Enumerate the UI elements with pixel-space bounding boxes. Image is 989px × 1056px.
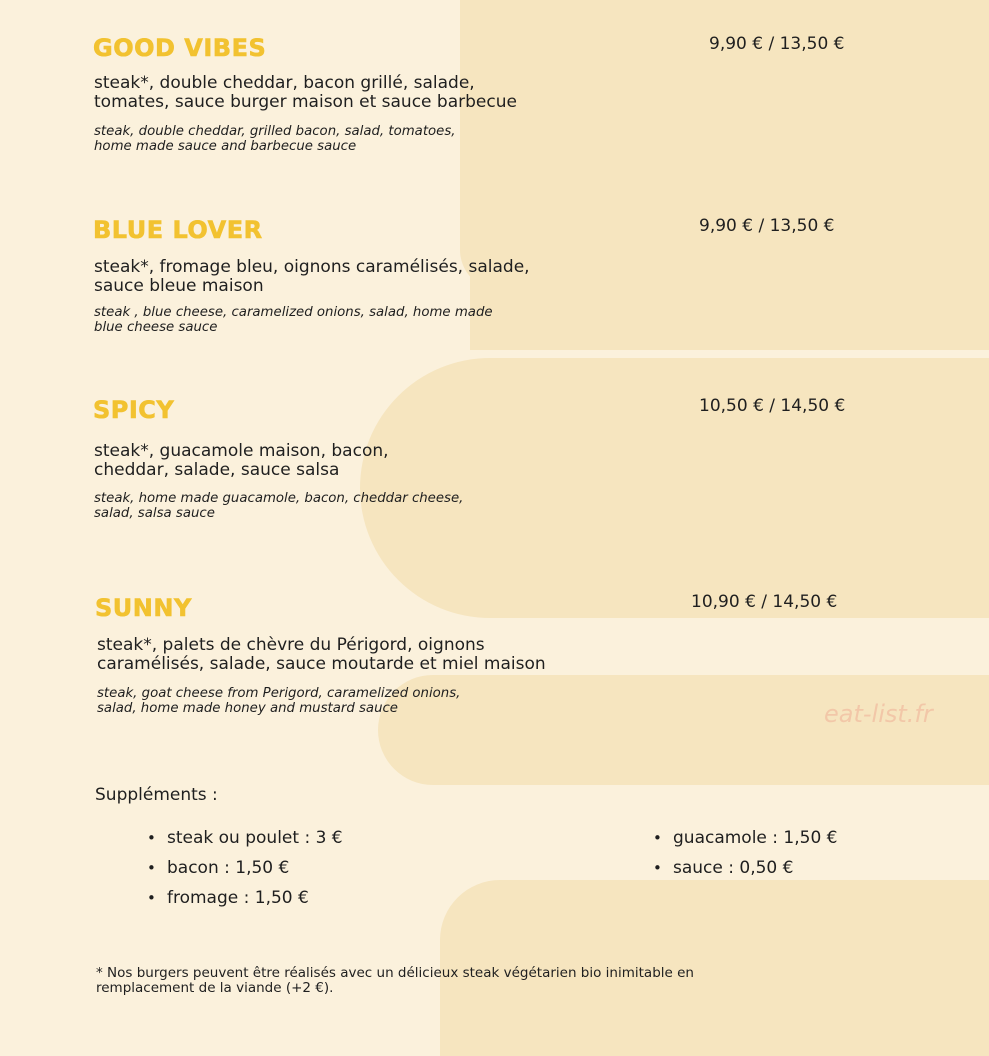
menu-item-description-en — [94, 124, 714, 154]
menu-item-price: 9,90 € / 13,50 € — [709, 34, 845, 54]
footnote — [96, 966, 936, 996]
menu-item-price: 10,50 € / 14,50 € — [699, 396, 846, 416]
bullet-icon: • — [653, 829, 662, 847]
description-fr-line: steak*, double cheddar, bacon grillé, salade, — [94, 73, 475, 93]
bullet-icon: • — [147, 889, 156, 907]
description-fr-line: caramélisés, salade, sauce moutarde et miel maison — [97, 654, 546, 674]
menu-item-description-en — [94, 491, 714, 521]
description-en-line: steak , blue cheese, caramelized onions, salad, home made — [94, 305, 493, 320]
description-en-line: steak, double cheddar, grilled bacon, salad, tomatoes, — [94, 124, 456, 139]
supplement-item: • steak ou poulet : 3 € — [147, 823, 343, 853]
description-fr-line: steak*, fromage bleu, oignons caramélisés, salade, — [94, 257, 530, 277]
description-fr-line: cheddar, salade, sauce salsa — [94, 460, 340, 480]
bullet-icon: • — [653, 859, 662, 877]
menu-item-description-fr — [97, 636, 797, 674]
menu-item-price: 9,90 € / 13,50 € — [699, 216, 835, 236]
supplement-item: • sauce : 0,50 € — [653, 853, 838, 883]
supplement-item: • guacamole : 1,50 € — [653, 823, 838, 853]
bullet-icon: • — [147, 829, 156, 847]
menu-item-good-vibes — [93, 34, 913, 164]
description-fr-line: steak*, guacamole maison, bacon, — [94, 441, 389, 461]
description-fr-line: sauce bleue maison — [94, 276, 264, 296]
menu-item-spicy — [93, 396, 913, 526]
footnote-line: * Nos burgers peuvent être réalisés avec un délicieux steak végétarien bio inimitable en — [96, 965, 694, 981]
menu-item-description-fr — [94, 74, 734, 112]
menu-item-title: BLUE LOVER — [93, 216, 263, 244]
menu-item-blue-lover — [93, 216, 913, 346]
watermark-text: eat-list.fr — [824, 700, 933, 728]
description-en-line: salad, home made honey and mustard sauce — [97, 701, 398, 716]
footnote-line: remplacement de la viande (+2 €). — [96, 980, 334, 996]
menu-item-title: SUNNY — [95, 594, 192, 622]
menu-item-title: SPICY — [93, 396, 175, 424]
supplements-title: Suppléments : — [95, 785, 218, 805]
supplements-list-right — [653, 823, 838, 883]
description-fr-line: steak*, palets de chèvre du Périgord, oignons — [97, 635, 485, 655]
supplements-list-left — [147, 823, 343, 913]
description-en-line: steak, home made guacamole, bacon, cheddar cheese, — [94, 491, 464, 506]
description-en-line: home made sauce and barbecue sauce — [94, 139, 357, 154]
supplement-item: • fromage : 1,50 € — [147, 883, 343, 913]
menu-item-description-en — [94, 305, 714, 335]
menu-item-description-en — [97, 686, 717, 716]
menu-item-title: GOOD VIBES — [93, 34, 267, 62]
menu-item-description-fr — [94, 258, 734, 296]
description-en-line: blue cheese sauce — [94, 320, 218, 335]
description-fr-line: tomates, sauce burger maison et sauce barbecue — [94, 92, 517, 112]
menu-item-sunny — [93, 594, 913, 724]
supplement-item: • bacon : 1,50 € — [147, 853, 343, 883]
description-en-line: salad, salsa sauce — [94, 506, 215, 521]
description-en-line: steak, goat cheese from Perigord, caramelized onions, — [97, 686, 461, 701]
bullet-icon: • — [147, 859, 156, 877]
menu-item-description-fr — [94, 442, 734, 480]
menu-item-price: 10,90 € / 14,50 € — [691, 592, 838, 612]
